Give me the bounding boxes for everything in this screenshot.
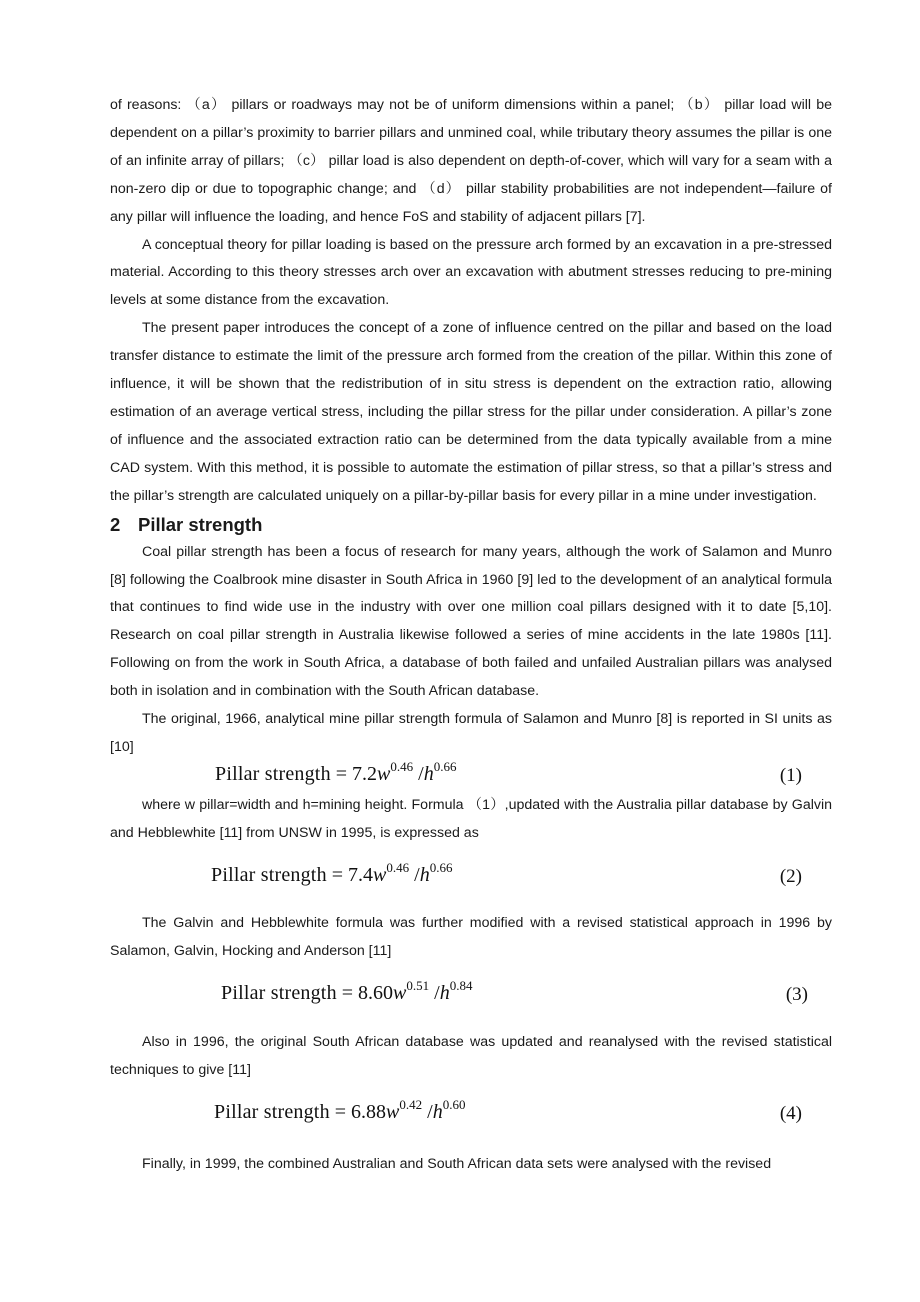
equation-w-exponent: 0.42 — [399, 1097, 423, 1113]
paragraph-pressure-arch: A conceptual theory for pillar loading is based on the pressure arch formed by an excavation in a pre-stressed material. According to this theory stresses arch over an excavation with abutment stresses reducing to pre-mining levels at some distance from the excavation. — [110, 236, 832, 309]
equation-2: Pillar strength = $7.4w^{0.46}$ $/h^{0.66}$ (2) — [211, 859, 802, 887]
equation-coefficient: 7.4 — [348, 863, 374, 886]
equation-1: Pillar strength = $7.2w^{0.46}$ $/h^{0.66}$ (1) — [215, 758, 802, 786]
paragraph-coal-pillar-history: Coal pillar strength has been a focus of research for many years, although the work of Salamon and Munro [8] following the Coalbrook mine disaster in South Africa in 1960 [9] led to the development of an analytical formula that continues to find wide use in the industry with over one million coal pillars designed with it to date [5,10]. Research on coal pillar strength in Australia likewise followed a series of mine accidents in the late 1980s [11]. Following on from the work in South Africa, a database of both failed and unfailed Australian pillars was analysed both in isolation and in combination with the South African database. — [110, 543, 832, 700]
equation-h-exponent: 0.66 — [433, 758, 457, 774]
equation-label: Pillar strength — [214, 1101, 330, 1124]
paragraph-combined-analysis: Finally, in 1999, the combined Australian and South African data sets were analysed with the revised — [142, 1156, 772, 1173]
equation-h-exponent: 0.60 — [442, 1097, 466, 1113]
equation-w-exponent: 0.46 — [390, 758, 414, 774]
paper-page — [110, 92, 832, 1179]
equation-3: Pillar strength = $8.60w^{0.51}$ $/h^{0.84}$ (3) — [221, 978, 808, 1006]
section-number: 2 — [110, 513, 121, 535]
equation-4: Pillar strength = $6.88w^{0.42}$ $/h^{0.60}$ (4) — [214, 1097, 802, 1125]
equation-label: Pillar strength — [221, 982, 337, 1005]
equation-w-exponent: 0.51 — [406, 978, 430, 994]
equation-h-exponent: 0.66 — [429, 859, 453, 875]
equation-number: (1) — [779, 764, 802, 786]
equation-w-exponent: 0.46 — [386, 859, 410, 875]
paragraph-galvin-hebblewhite: The Galvin and Hebblewhite formula was further modified with a revised statistical approach in 1996 by Salamon, Galvin, Hocking and Anderson [11] — [110, 914, 832, 959]
paragraph-south-african-update: Also in 1996, the original South African database was updated and reanalysed with the revised statistical techniques to give [11] — [110, 1034, 832, 1079]
section-title: Pillar strength — [138, 513, 263, 535]
equation-number: (3) — [785, 984, 808, 1006]
equation-label: Pillar strength — [211, 863, 327, 886]
equation-number: (2) — [779, 865, 802, 887]
section-heading — [110, 511, 832, 539]
equation-label: Pillar strength — [215, 762, 331, 785]
paragraph-reasons: of reasons: （a） pillars or roadways may not be of uniform dimensions within a panel; （b） pillar load will be dependent on a pillar’s proximity to barrier pillars and unmined coal, while tributary theory assumes the pillar is one of an infinite array of pillars; （c） pillar load is also dependent on depth-of-cover, which will vary for a seam with a non-zero dip or due to topographic change; and （d） pillar stability probabilities are not independent—failure of any pillar will influence the loading, and hence FoS and stability of adjacent pillars [7]. — [110, 97, 832, 225]
equation-number: (4) — [779, 1103, 802, 1125]
equation-coefficient: 6.88 — [351, 1101, 387, 1124]
paragraph-formula-update: where w pillar=width and h=mining height. Formula （1）,updated with the Australia pillar database by Galvin and Hebblewhite [11] from UNSW in 1995, is expressed as — [110, 796, 832, 841]
equation-coefficient: 8.60 — [358, 982, 394, 1005]
paragraph-original-formula: The original, 1966, analytical mine pillar strength formula of Salamon and Munro [8] is reported in SI units as [10] — [110, 711, 832, 755]
equation-h-exponent: 0.84 — [449, 978, 473, 994]
equation-coefficient: 7.2 — [352, 762, 378, 785]
paragraph-zone-of-influence: The present paper introduces the concept of a zone of influence centred on the pillar and based on the load transfer distance to estimate the limit of the pressure arch formed from the creation of the pillar. Within this zone of influence, it will be shown that the redistribution of in situ stress is dependent on the extraction ratio, allowing estimation of an average vertical stress, including the pillar stress for the pillar under consideration. A pillar’s zone of influence and the associated extraction ratio can be determined from the data typically available from a mine CAD system. With this method, it is possible to automate the estimation of pillar stress, so that a pillar’s stress and the pillar’s strength are calculated uniquely on a pillar-by-pillar basis for every pillar in a mine under investigation. — [110, 320, 832, 504]
